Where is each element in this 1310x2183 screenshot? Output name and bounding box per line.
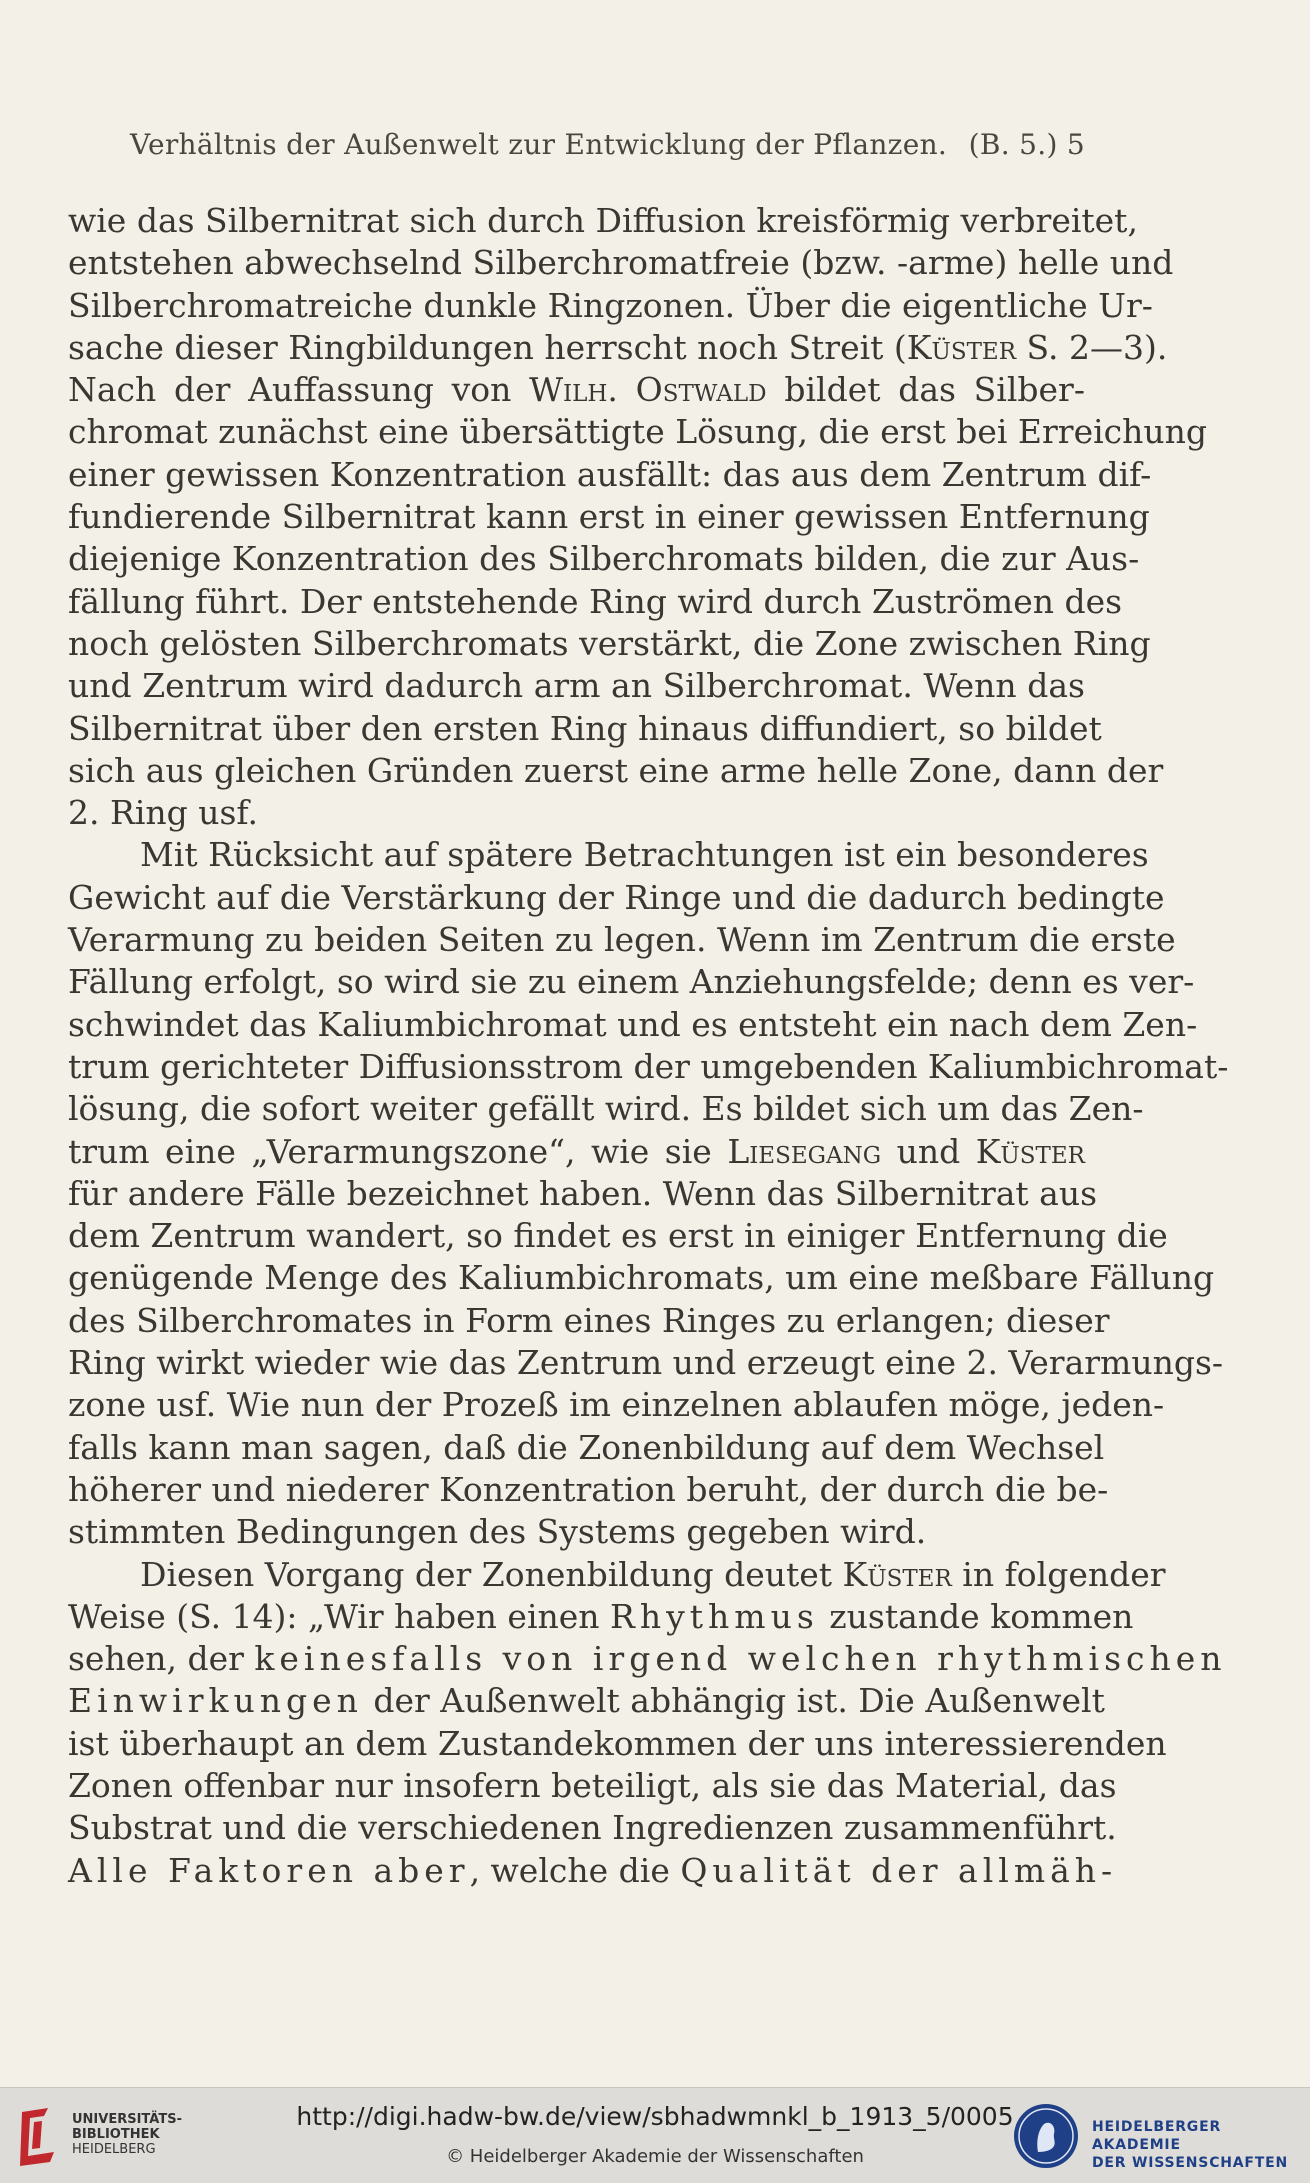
text-run: trum gerichteter Diffusionsstrom der umgebenden Kaliumbichromat- [68, 1046, 1229, 1086]
text-line [68, 1215, 1168, 1257]
text-run: der Außenwelt abhängig ist. Die Außenwelt [362, 1681, 1105, 1721]
text-run: Fällung erfolgt, so wird sie zu einem Anziehungsfelde; denn es ver- [68, 962, 1195, 1002]
body-text [68, 200, 1229, 1892]
text-line [68, 961, 1195, 1003]
text-line [68, 1004, 1198, 1046]
small-caps-name: Küster [842, 1554, 952, 1594]
text-line [68, 1680, 1105, 1722]
text-run: Gewicht auf die Verstärkung der Ringe und die dadurch bedingte [68, 877, 1165, 917]
text-run: chromat zunächst eine übersättigte Lösung, die erst bei Erreichung [68, 412, 1208, 452]
text-line [68, 750, 1164, 792]
library-name: UNIVERSITÄTS- BIBLIOTHEK HEIDELBERG [72, 2112, 182, 2157]
spaced-emphasis: Einwirkungen [68, 1681, 363, 1721]
text-run: Silbernitrat über den ersten Ring hinaus diffundiert, so bildet [68, 708, 1102, 748]
running-head [130, 128, 1085, 161]
text-run: einer gewissen Konzentration ausfällt: das aus dem Zentrum dif- [68, 454, 1152, 494]
text-run: und Zentrum wird dadurch arm an Silberchromat. Wenn das [68, 666, 1085, 706]
text-line [68, 1807, 1117, 1849]
text-line [68, 1638, 1227, 1680]
text-run: sache dieser Ringbildungen herrscht noch Streit ( [68, 327, 907, 367]
text-run: diejenige Konzentration des Silberchromats bilden, die zur Aus- [68, 539, 1140, 579]
text-run: Weise (S. 14): „Wir haben einen [68, 1596, 611, 1636]
text-run: Zonen offenbar nur insofern beteiligt, als sie das Material, das [68, 1765, 1117, 1805]
text-run: dem Zentrum wandert, so findet es erst in einiger Entfernung die [68, 1216, 1168, 1256]
text-line [68, 1257, 1215, 1299]
text-run: sich aus gleichen Gründen zuerst eine arme helle Zone, dann der [68, 750, 1164, 790]
text-run: Diesen Vorgang der Zonenbildung deutet [140, 1554, 843, 1594]
text-line [68, 538, 1140, 580]
text-line [68, 665, 1085, 707]
spaced-emphasis: keinesfalls von irgend welchen rhythmischen [254, 1639, 1227, 1679]
text-run: 2. Ring usf. [68, 793, 258, 833]
footer-bar [0, 2087, 1310, 2183]
text-line [68, 242, 1174, 284]
text-run: Ring wirkt wieder wie das Zentrum und erzeugt eine 2. Verarmungs- [68, 1343, 1224, 1383]
text-run: Verarmung zu beiden Seiten zu legen. Wenn im Zentrum die erste [68, 920, 1176, 960]
text-line [68, 1342, 1224, 1384]
spaced-emphasis: Rhythmus [610, 1596, 819, 1636]
permalink-url[interactable]: http://digi.hadw-bw.de/view/sbhadwmnkl_b_1913_5/0005 [296, 2102, 1014, 2131]
text-run: fundierende Silbernitrat kann erst in einer gewissen Entfernung [68, 497, 1150, 537]
text-line [68, 285, 1153, 327]
text-run: wie das Silbernitrat sich durch Diffusion kreisförmig verbreitet, [68, 201, 1138, 240]
academy-name: HEIDELBERGER AKADEMIE DER WISSENSCHAFTEN [1092, 2119, 1289, 2171]
text-line [68, 1300, 1110, 1342]
text-line [68, 411, 1208, 453]
text-run: höherer und niederer Konzentration beruht, der durch die be- [68, 1469, 1109, 1509]
text-run: fällung führt. Der entstehende Ring wird durch Zuströmen des [68, 581, 1123, 621]
small-caps-name: Küster [906, 327, 1017, 367]
text-run: Substrat und die verschiedenen Ingredienzen zusammenführt. [68, 1808, 1117, 1848]
text-line [68, 1427, 1105, 1469]
text-run: sehen, der [68, 1639, 255, 1679]
text-line [68, 834, 1149, 876]
text-run: und [881, 1131, 976, 1171]
text-run: in folgender [951, 1554, 1166, 1594]
text-run: zone usf. Wie nun der Prozeß im einzelnen ablaufen möge, jeden- [68, 1385, 1165, 1425]
text-line [68, 1765, 1117, 1807]
text-line [68, 327, 1168, 369]
running-head-title: Verhältnis der Außenwelt zur Entwicklung der Pflanzen. [130, 128, 948, 161]
hadw-seal-icon [1012, 2102, 1080, 2170]
text-line [68, 919, 1176, 961]
text-line [68, 877, 1165, 919]
text-run: ist überhaupt an dem Zustandekommen der uns interessierenden [68, 1723, 1167, 1763]
text-line [68, 792, 1085, 834]
text-run: schwindet das Kaliumbichromat und es entsteht ein nach dem Zen- [68, 1004, 1198, 1044]
spaced-emphasis: Qualität der allmäh- [680, 1850, 1118, 1890]
text-run: trum eine „Verarmungszone“, wie sie [68, 1131, 728, 1171]
text-line [68, 1850, 1118, 1892]
text-line [68, 496, 1150, 538]
text-run: Mit Rücksicht auf spätere Betrachtungen ist ein besonderes [140, 835, 1149, 875]
text-run: Silberchromatreiche dunkle Ringzonen. Über die eigentliche Ur- [68, 285, 1153, 325]
text-run: entstehen abwechselnd Silberchromatfreie (bzw. -arme) helle und [68, 243, 1174, 283]
text-run: stimmten Bedingungen des Systems gegeben wird. [68, 1512, 927, 1552]
text-line [68, 1596, 1134, 1638]
text-run: lösung, die sofort weiter gefällt wird. Es bildet sich um das Zen- [68, 1089, 1144, 1129]
text-line [68, 369, 1085, 411]
small-caps-name: Wilh. Ostwald [529, 370, 767, 410]
text-line [68, 1173, 1098, 1215]
text-run: Nach der Auffassung von [68, 370, 530, 410]
text-line [68, 1131, 1085, 1173]
small-caps-name: Liesegang [727, 1131, 882, 1171]
text-line [68, 581, 1123, 623]
text-line [68, 1554, 1166, 1596]
text-run: genügende Menge des Kaliumbichromats, um eine meßbare Fällung [68, 1258, 1215, 1298]
text-run: falls kann man sagen, daß die Zonenbildung auf dem Wechsel [68, 1427, 1105, 1467]
text-run: noch gelösten Silberchromats verstärkt, die Zone zwischen Ring [68, 623, 1151, 663]
small-caps-name: Küster [975, 1131, 1085, 1171]
text-run: des Silberchromates in Form eines Ringes zu erlangen; dieser [68, 1300, 1110, 1340]
copyright-notice: © Heidelberger Akademie der Wissenschaften [446, 2146, 864, 2167]
text-line [68, 1723, 1167, 1765]
text-line [68, 1088, 1144, 1130]
text-line [68, 708, 1102, 750]
text-line [68, 1384, 1165, 1426]
running-head-page: (B. 5.) 5 [968, 128, 1085, 161]
spaced-emphasis: Alle Faktoren aber [68, 1850, 470, 1890]
text-run: S. 2—3). [1016, 327, 1168, 367]
text-run: bildet das Silber- [766, 370, 1085, 410]
text-run: , welche die [469, 1850, 681, 1890]
text-line [68, 1046, 1229, 1088]
text-line [68, 623, 1151, 665]
text-line [68, 454, 1152, 496]
text-line [68, 200, 1138, 242]
text-run: zustande kommen [818, 1596, 1134, 1636]
text-run: für andere Fälle bezeichnet haben. Wenn das Silbernitrat aus [68, 1173, 1098, 1213]
text-line [68, 1511, 1085, 1553]
text-line [68, 1469, 1109, 1511]
